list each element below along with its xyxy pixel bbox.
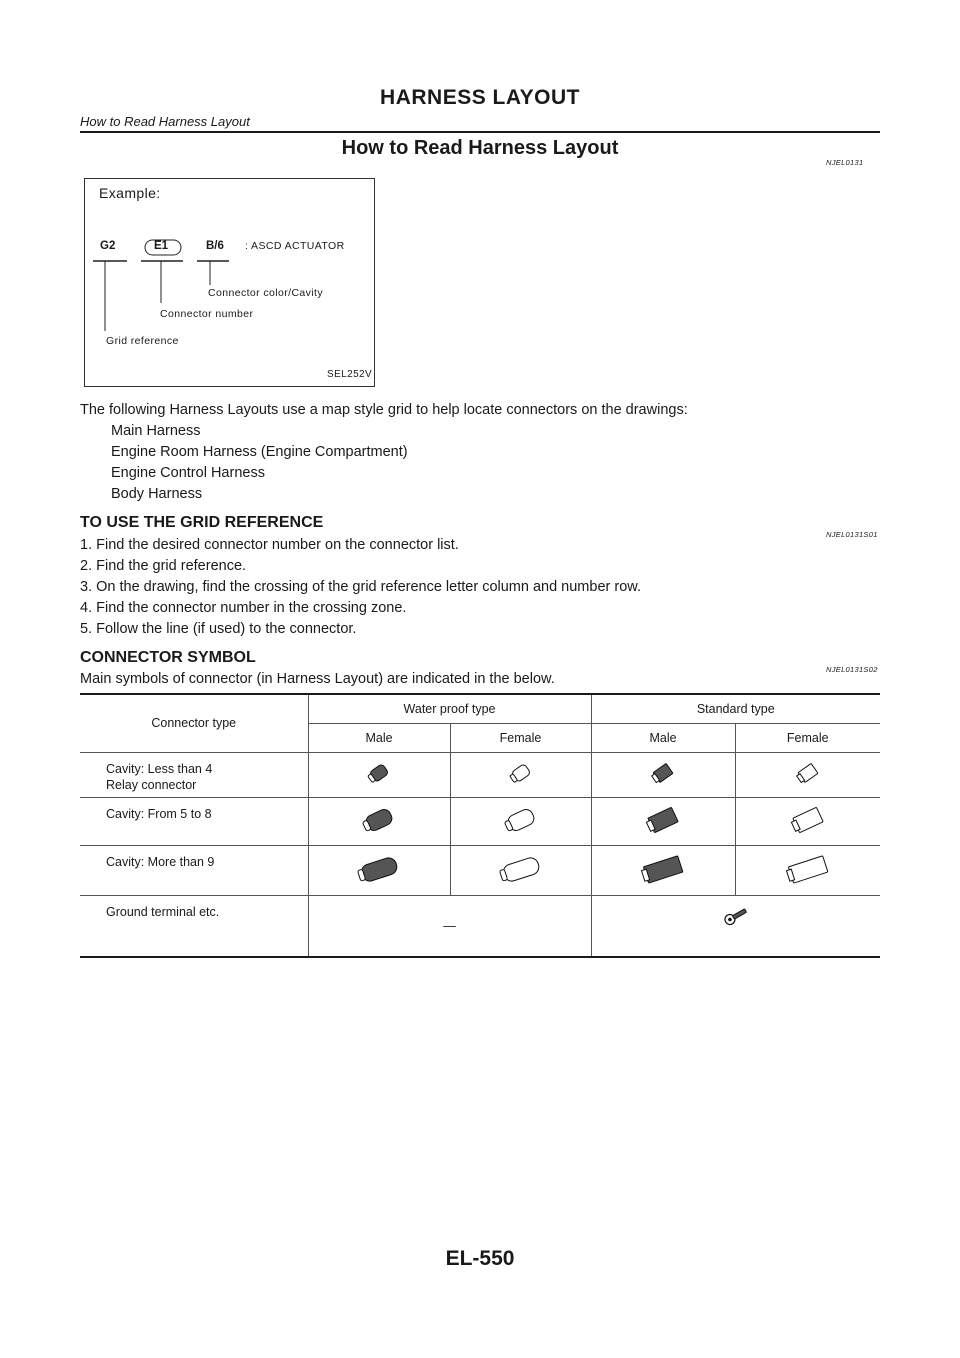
connector-name-sample: : ASCD ACTUATOR [245,240,345,252]
section-title: How to Read Harness Layout [341,137,619,159]
standard-female-small-icon [735,752,880,797]
waterproof-male-medium-icon [308,797,450,845]
connector-number-sample: E1 [154,240,169,252]
grid-reference-caption: Grid reference [106,335,179,347]
row-label-line: Cavity: Less than 4 [106,761,213,776]
row-label-line: Relay connector [106,777,197,792]
standard-male-small-icon [591,752,735,797]
waterproof-female-small-icon [450,752,591,797]
waterproof-female-large-icon [450,845,591,895]
waterproof-male-large-icon [308,845,450,895]
standard-male-large-icon [591,845,735,895]
standard-male-medium-icon [591,797,735,845]
color-cavity-caption: Connector color/Cavity [208,287,324,299]
standard-type-header: Standard type [591,694,880,723]
standard-female-medium-icon [735,797,880,845]
header-divider [80,131,880,133]
table-row [80,895,880,957]
row-label: Cavity: From 5 to 8 [80,797,308,845]
table-row [80,752,880,797]
standard-female-large-icon [735,845,880,895]
header-subtitle: How to Read Harness Layout [80,114,250,129]
grid-step: 4. Find the connector number in the crossing zone. [80,600,407,616]
harness-list-item: Body Harness [111,486,203,502]
row-label: Cavity: More than 9 [80,845,308,895]
waterproof-not-applicable: — [308,895,591,957]
example-figure [84,178,375,387]
connector-number-caption: Connector number [160,308,254,320]
standard-female-header: Female [735,723,880,752]
standard-male-header: Male [591,723,735,752]
example-label: Example: [99,185,161,201]
header-title: HARNESS LAYOUT [380,86,580,109]
ground-terminal-icon [591,895,880,957]
page-number: EL-550 [445,1247,515,1270]
grid-step: 1. Find the desired connector number on the connector list. [80,537,459,553]
grid-reference-heading: TO USE THE GRID REFERENCE [80,514,324,531]
color-cavity-sample: B/6 [206,240,224,252]
page-header [80,86,880,129]
table-row [80,797,880,845]
table-row [80,845,880,895]
grid-ref-sample: G2 [100,240,116,252]
connector-symbol-heading: CONNECTOR SYMBOL [80,649,256,666]
waterproof-female-medium-icon [450,797,591,845]
connector-symbol-description: Main symbols of connector (in Harness Layout) are indicated in the below. [80,671,555,687]
grid-step: 5. Follow the line (if used) to the connector. [80,621,357,637]
connector-symbol-table [80,693,880,958]
example-figure-lines [85,179,374,386]
harness-list-item: Engine Room Harness (Engine Compartment) [111,444,408,460]
intro-paragraph: The following Harness Layouts use a map style grid to help locate connectors on the drawings: [80,402,688,418]
grid-step: 2. Find the grid reference. [80,558,247,574]
waterproof-male-header: Male [308,723,450,752]
row-label [80,752,308,797]
waterproof-male-small-icon [308,752,450,797]
figure-id: SEL252V [327,369,373,380]
harness-list-item: Engine Control Harness [111,465,265,481]
section-ref-code: NJEL0131 [826,158,864,167]
waterproof-type-header: Water proof type [308,694,591,723]
harness-list-item: Main Harness [111,423,201,439]
connector-symbol-code: NJEL0131S02 [826,665,878,674]
grid-step: 3. On the drawing, find the crossing of the grid reference letter column and number row. [80,579,641,595]
row-label: Ground terminal etc. [80,895,308,957]
waterproof-female-header: Female [450,723,591,752]
grid-reference-code: NJEL0131S01 [826,530,878,539]
table-corner-header: Connector type [80,694,308,752]
